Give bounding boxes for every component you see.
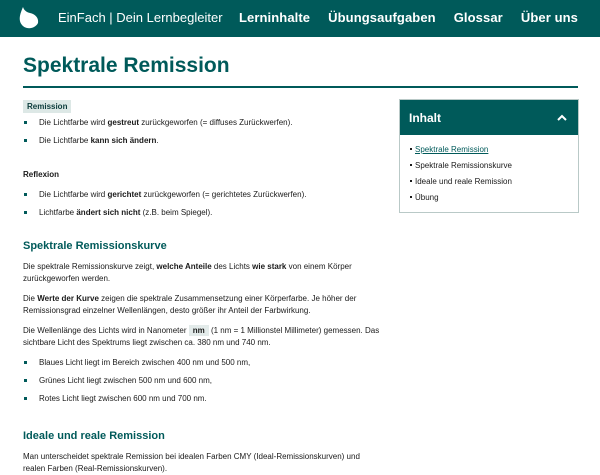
main-content: [23, 100, 383, 475]
paragraph: Die Wellenlänge des Lichts wird in Nanometer nm (1 nm = 1 Millionstel Millimeter) gemessen. Das sichtbare Licht des Spektrums liegt zwischen ca. 380 nm und 740 nm.: [23, 326, 380, 347]
remission-badge: Remission: [23, 100, 71, 113]
toc-item: [410, 192, 578, 203]
toc-item: [410, 176, 578, 187]
toc-title: Inhalt: [409, 110, 441, 125]
nav-uebungsaufgaben[interactable]: Übungsaufgaben: [328, 10, 436, 25]
nav-ueber-uns[interactable]: Über uns: [520, 10, 578, 25]
leaf-logo-icon[interactable]: [17, 6, 39, 30]
chevron-up-icon[interactable]: [555, 111, 569, 125]
list-item: Die Lichtfarbe wird gestreut zurückgeworfen (= diffuses Zurückwerfen).: [23, 117, 383, 129]
paragraph: Die Werte der Kurve zeigen die spektrale Zusammensetzung einer Körperfarbe. Je höher der Remissionsgrad einzelner Wellenlängen, desto größer ihr Anteil der Farbwirkung.: [23, 294, 357, 315]
brand-link[interactable]: EinFach | Dein Lernbegleiter: [58, 10, 223, 25]
table-of-contents: [399, 99, 579, 213]
list-item: Die Lichtfarbe wird gerichtet zurückgeworfen (= gerichtetes Zurückwerfen).: [23, 189, 383, 201]
nav-glossar[interactable]: Glossar: [453, 10, 503, 25]
top-navigation-bar: [0, 0, 600, 37]
reflexion-heading: Reflexion: [23, 170, 60, 179]
list-item: Die Lichtfarbe kann sich ändern.: [23, 135, 383, 147]
toc-header[interactable]: [400, 100, 578, 135]
main-nav: [239, 10, 578, 25]
toc-item: [410, 160, 578, 171]
remission-list: [23, 117, 383, 147]
toc-link-remissionskurve[interactable]: Spektrale Remissionskurve: [415, 161, 512, 170]
list-item: Lichtfarbe ändert sich nicht (z.B. beim Spiegel).: [23, 207, 383, 219]
list-item: Blaues Licht liegt im Bereich zwischen 400 nm und 500 nm,: [23, 357, 383, 369]
toc-item: [410, 144, 578, 155]
nav-lerninhalte[interactable]: Lerninhalte: [238, 10, 311, 25]
toc-link-uebung[interactable]: Übung: [415, 193, 439, 202]
wavelength-list: [23, 357, 383, 405]
nm-code-badge: nm: [189, 325, 209, 336]
section-heading-ideale-reale: Ideale und reale Remission: [23, 430, 165, 442]
toc-link-spektrale-remission[interactable]: Spektrale Remission: [415, 145, 489, 154]
reflexion-list: [23, 189, 383, 219]
list-item: Grünes Licht liegt zwischen 500 nm und 600 nm,: [23, 375, 383, 387]
title-divider: [23, 86, 578, 88]
toc-link-ideale-reale[interactable]: Ideale und reale Remission: [415, 177, 512, 186]
list-item: Rotes Licht liegt zwischen 600 nm und 700 nm.: [23, 393, 383, 405]
toc-list: [400, 135, 578, 203]
section-heading-remissionskurve: Spektrale Remissionskurve: [23, 240, 167, 252]
paragraph: Man unterscheidet spektrale Remission bei idealen Farben CMY (Ideal-Remissionskurven) und realen Farben (Real-Remissionskurven).: [23, 452, 360, 473]
paragraph: Die spektrale Remissionskurve zeigt, welche Anteile des Lichts wie stark von einem Körper zurückgeworfen werden.: [23, 262, 352, 283]
page-title: Spektrale Remission: [23, 54, 230, 77]
